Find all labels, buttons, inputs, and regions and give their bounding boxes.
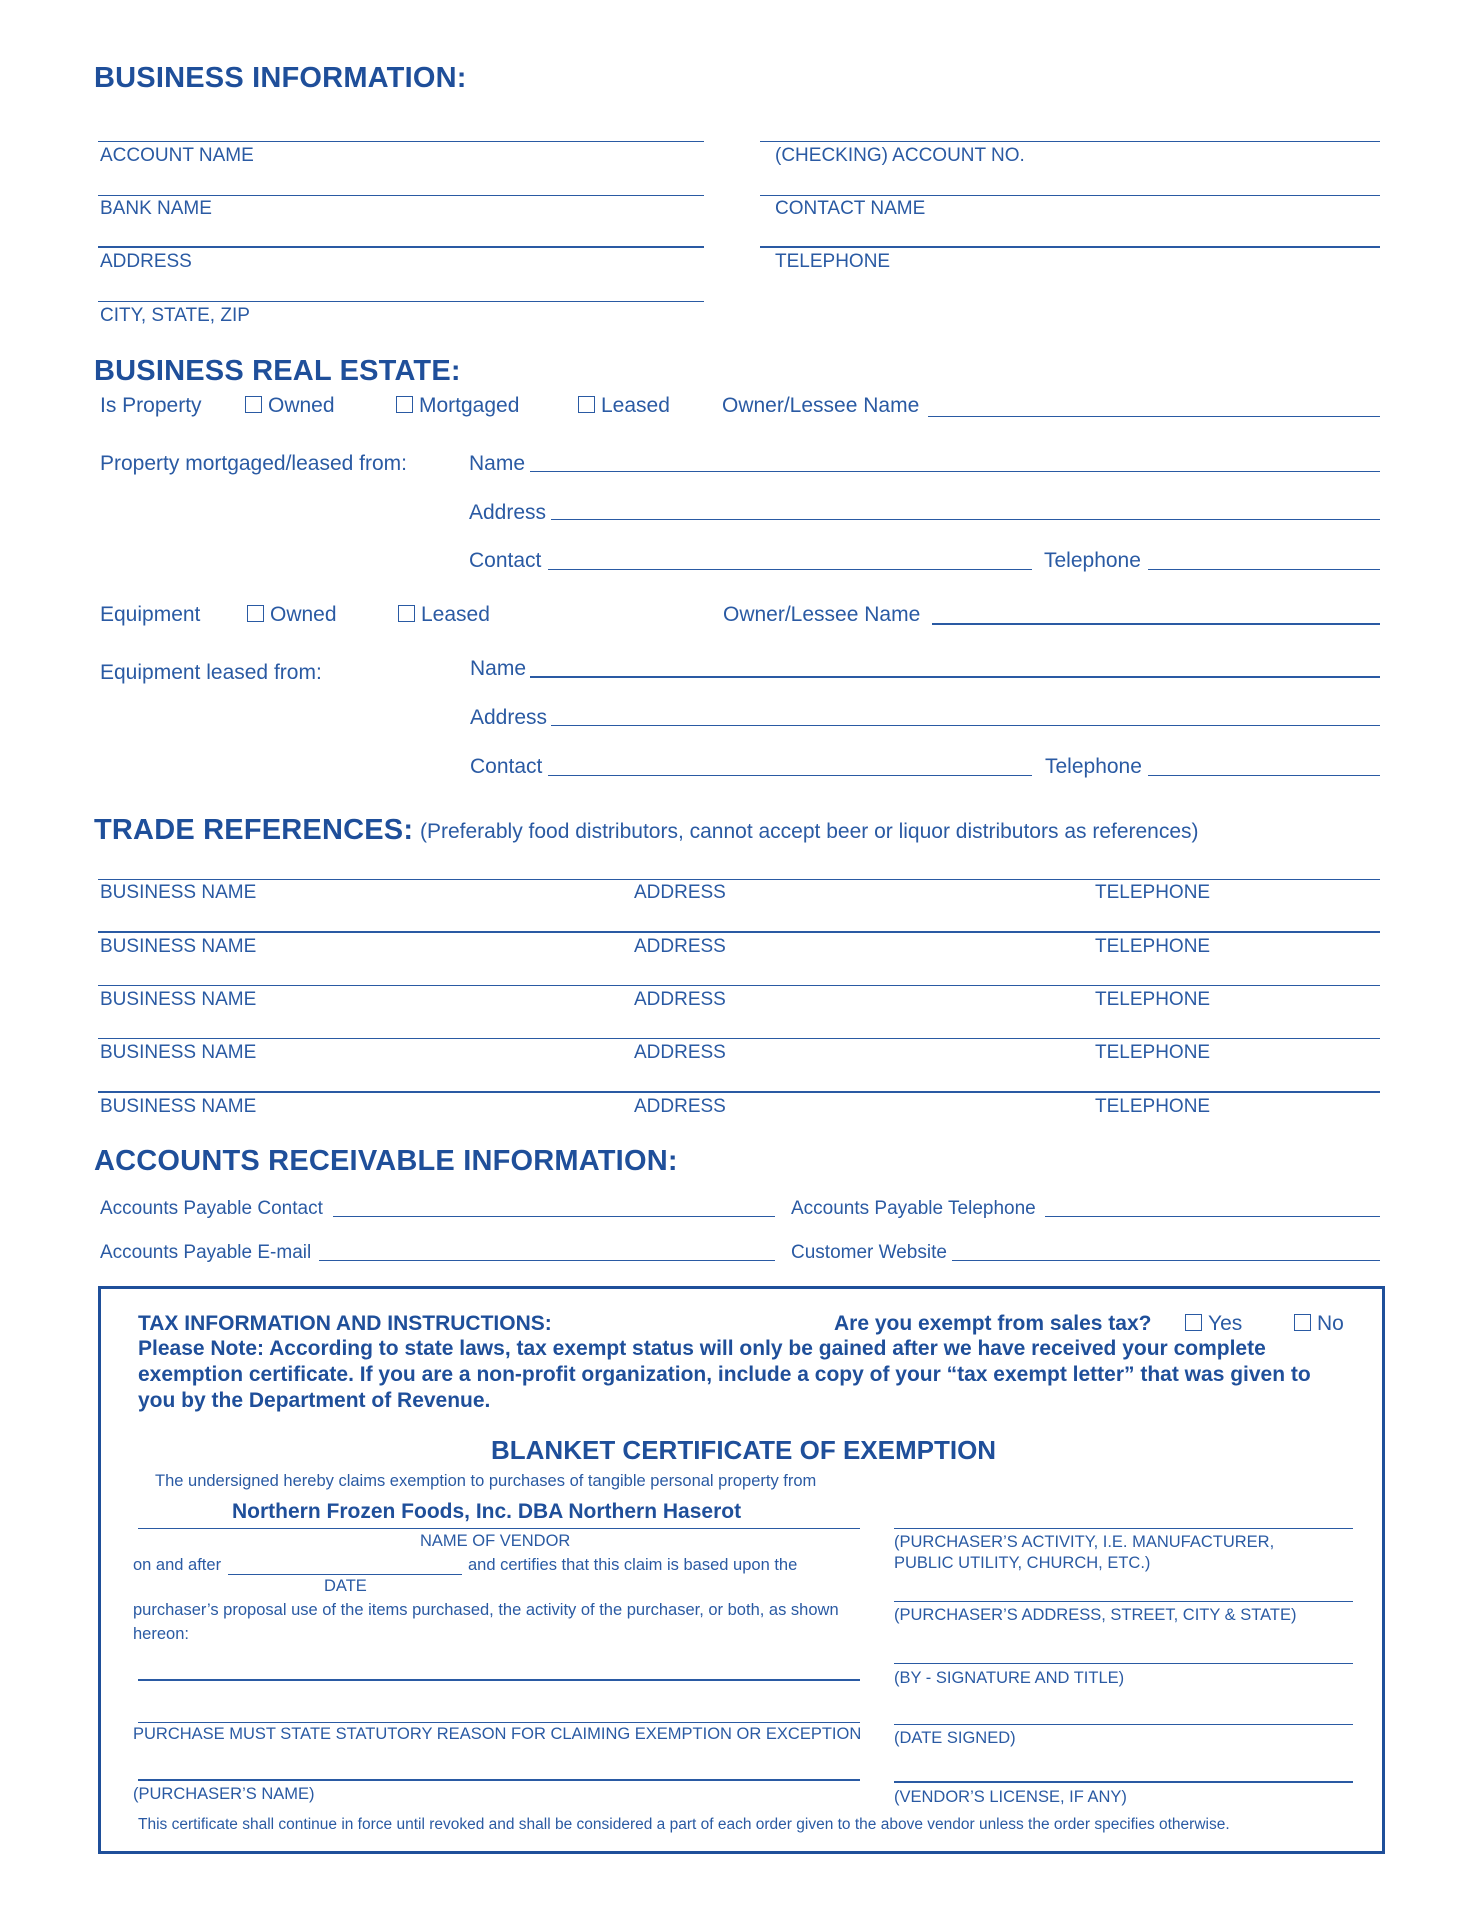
is-property-label: Is Property — [100, 394, 202, 417]
checking-account-label: (CHECKING) ACCOUNT NO. — [775, 145, 1025, 166]
certificate-footer: This certificate shall continue in force until revoked and shall be considered a part of each order given to the above vendor unless the order specifies otherwise. — [138, 1816, 1230, 1833]
trade-ref-business: BUSINESS NAME — [100, 882, 257, 903]
telephone-line[interactable] — [760, 246, 1380, 248]
vendor-name: Northern Frozen Foods, Inc. DBA Northern Haserot — [232, 1500, 742, 1523]
ap-telephone-label: Accounts Payable Telephone — [791, 1198, 1036, 1219]
ap-email-line[interactable] — [319, 1260, 775, 1261]
tax-info-title: TAX INFORMATION AND INSTRUCTIONS: — [138, 1312, 552, 1335]
equipment-contact-line[interactable] — [548, 775, 1032, 776]
tax-exempt-question: Are you exempt from sales tax? — [834, 1312, 1152, 1335]
bank-name-label: BANK NAME — [100, 198, 212, 219]
trade-ref-line[interactable] — [98, 1091, 1380, 1093]
trade-ref-telephone: TELEPHONE — [1095, 1042, 1211, 1063]
city-state-zip-line[interactable] — [98, 301, 704, 302]
signature-line[interactable] — [894, 1663, 1353, 1664]
website-line[interactable] — [952, 1260, 1380, 1261]
checkbox-icon[interactable] — [247, 605, 264, 622]
trade-ref-line[interactable] — [98, 1038, 1380, 1039]
undersigned-text: The undersigned hereby claims exemption to purchases of tangible personal property from — [155, 1472, 817, 1490]
equipment-owner-lessee-label: Owner/Lessee Name — [723, 603, 921, 626]
trade-ref-business: BUSINESS NAME — [100, 989, 257, 1010]
statutory-reason-label: PURCHASE MUST STATE STATUTORY REASON FOR CLAIMING EXEMPTION OR EXCEPTION — [133, 1725, 862, 1743]
property-leased-option[interactable]: Leased — [578, 394, 670, 418]
contact-name-label: CONTACT NAME — [775, 198, 926, 219]
tax-exempt-no-option[interactable]: No — [1294, 1312, 1344, 1336]
equipment-address-label: Address — [470, 706, 548, 729]
business-info-heading: BUSINESS INFORMATION: — [94, 62, 467, 94]
mortgage-contact-label: Contact — [469, 549, 542, 572]
city-state-zip-label: CITY, STATE, ZIP — [100, 305, 250, 326]
checkbox-icon[interactable] — [1185, 1314, 1202, 1331]
vendor-name-line — [138, 1528, 860, 1529]
activity-line[interactable] — [894, 1528, 1353, 1529]
website-label: Customer Website — [791, 1242, 947, 1263]
trade-refs-subheading: (Preferably food distributors, cannot accept beer or liquor distributors as references) — [420, 820, 1199, 843]
trade-ref-address: ADDRESS — [634, 1096, 726, 1117]
equipment-name-label: Name — [470, 657, 527, 680]
certificate-title: BLANKET CERTIFICATE OF EXEMPTION — [491, 1435, 997, 1465]
account-name-line[interactable] — [98, 141, 704, 142]
mortgaged-from-label: Property mortgaged/leased from: — [100, 452, 407, 475]
purchaser-address-line[interactable] — [894, 1601, 1353, 1602]
activity-label: (PURCHASER’S ACTIVITY, I.E. MANUFACTURER, PUBLIC UTILITY, CHURCH, ETC.) — [894, 1533, 1275, 1572]
mortgage-name-line[interactable] — [530, 471, 1380, 472]
date-signed-label: (DATE SIGNED) — [894, 1729, 1016, 1747]
account-name-label: ACCOUNT NAME — [100, 145, 254, 166]
mortgage-address-label: Address — [469, 501, 547, 524]
tax-note: Please Note: According to state laws, tax exempt status will only be gained after we have received your complete exemption certificate. If you are a non-profit organization, include a copy of your “tax exempt letter” that was given to you by the Department of Revenue. — [138, 1337, 1311, 1412]
trade-ref-address: ADDRESS — [634, 936, 726, 957]
proposal-text: purchaser’s proposal use of the items purchased, the activity of the purchaser, or both, as shown hereon: — [133, 1601, 839, 1643]
property-mortgaged-option[interactable]: Mortgaged — [396, 394, 519, 418]
equipment-telephone-label: Telephone — [1045, 755, 1142, 778]
signature-label: (BY - SIGNATURE AND TITLE) — [894, 1669, 1125, 1687]
trade-ref-business: BUSINESS NAME — [100, 936, 257, 957]
trade-ref-line[interactable] — [98, 879, 1380, 880]
trade-ref-telephone: TELEPHONE — [1095, 1096, 1211, 1117]
trade-ref-telephone: TELEPHONE — [1095, 936, 1211, 957]
equipment-telephone-line[interactable] — [1148, 775, 1380, 776]
trade-ref-address: ADDRESS — [634, 1042, 726, 1063]
bank-name-line[interactable] — [98, 195, 704, 196]
equipment-owned-option[interactable]: Owned — [247, 603, 337, 627]
equipment-name-line[interactable] — [530, 676, 1380, 678]
ar-info-heading: ACCOUNTS RECEIVABLE INFORMATION: — [94, 1145, 678, 1177]
ap-contact-label: Accounts Payable Contact — [100, 1198, 323, 1219]
purchaser-name-label: (PURCHASER’S NAME) — [133, 1785, 315, 1803]
reason-line[interactable] — [138, 1679, 860, 1681]
checkbox-icon[interactable] — [1294, 1314, 1311, 1331]
date-label: DATE — [324, 1577, 367, 1595]
purchaser-name-line[interactable] — [138, 1779, 860, 1781]
equipment-contact-label: Contact — [470, 755, 543, 778]
property-owned-option[interactable]: Owned — [245, 394, 335, 418]
equipment-leased-option[interactable]: Leased — [398, 603, 490, 627]
certifies-text: and certifies that this claim is based upon the — [468, 1556, 798, 1574]
equipment-owner-lessee-line[interactable] — [932, 623, 1380, 625]
trade-refs-heading: TRADE REFERENCES: — [94, 814, 414, 846]
ap-contact-line[interactable] — [333, 1216, 775, 1217]
contact-name-line[interactable] — [760, 195, 1380, 196]
trade-ref-address: ADDRESS — [634, 989, 726, 1010]
vendor-license-label: (VENDOR’S LICENSE, IF ANY) — [894, 1788, 1127, 1806]
on-and-after-text: on and after — [133, 1556, 222, 1574]
date-signed-line[interactable] — [894, 1724, 1353, 1725]
tax-exempt-yes-option[interactable]: Yes — [1185, 1312, 1242, 1336]
mortgage-contact-line[interactable] — [548, 569, 1032, 570]
telephone-label: TELEPHONE — [775, 251, 891, 272]
trade-ref-telephone: TELEPHONE — [1095, 882, 1211, 903]
mortgage-telephone-label: Telephone — [1044, 549, 1141, 572]
checkbox-icon[interactable] — [396, 396, 413, 413]
trade-ref-telephone: TELEPHONE — [1095, 989, 1211, 1010]
equipment-address-line[interactable] — [551, 725, 1380, 726]
equipment-leased-from-label: Equipment leased from: — [100, 661, 322, 684]
checking-account-line[interactable] — [760, 141, 1380, 142]
mortgage-telephone-line[interactable] — [1148, 569, 1380, 570]
trade-ref-line[interactable] — [98, 985, 1380, 986]
checkbox-icon[interactable] — [398, 605, 415, 622]
owner-lessee-label: Owner/Lessee Name — [722, 394, 920, 417]
checkbox-icon[interactable] — [578, 396, 595, 413]
address-line[interactable] — [98, 246, 704, 248]
name-of-vendor-label: NAME OF VENDOR — [420, 1532, 571, 1550]
checkbox-icon[interactable] — [245, 396, 262, 413]
reason-line-2[interactable] — [138, 1722, 860, 1723]
mortgage-name-label: Name — [469, 452, 526, 475]
trade-ref-address: ADDRESS — [634, 882, 726, 903]
trade-ref-line[interactable] — [98, 931, 1380, 933]
owner-lessee-line[interactable] — [928, 416, 1380, 417]
ap-telephone-line[interactable] — [1045, 1216, 1380, 1217]
date-line[interactable] — [228, 1574, 462, 1575]
address-label: ADDRESS — [100, 251, 192, 272]
trade-ref-business: BUSINESS NAME — [100, 1096, 257, 1117]
ap-email-label: Accounts Payable E-mail — [100, 1242, 312, 1263]
purchaser-address-label: (PURCHASER’S ADDRESS, STREET, CITY & STATE) — [894, 1606, 1297, 1624]
mortgage-address-line[interactable] — [551, 519, 1380, 520]
vendor-license-line[interactable] — [894, 1781, 1353, 1783]
trade-ref-business: BUSINESS NAME — [100, 1042, 257, 1063]
real-estate-heading: BUSINESS REAL ESTATE: — [94, 355, 461, 387]
equipment-label: Equipment — [100, 603, 201, 626]
